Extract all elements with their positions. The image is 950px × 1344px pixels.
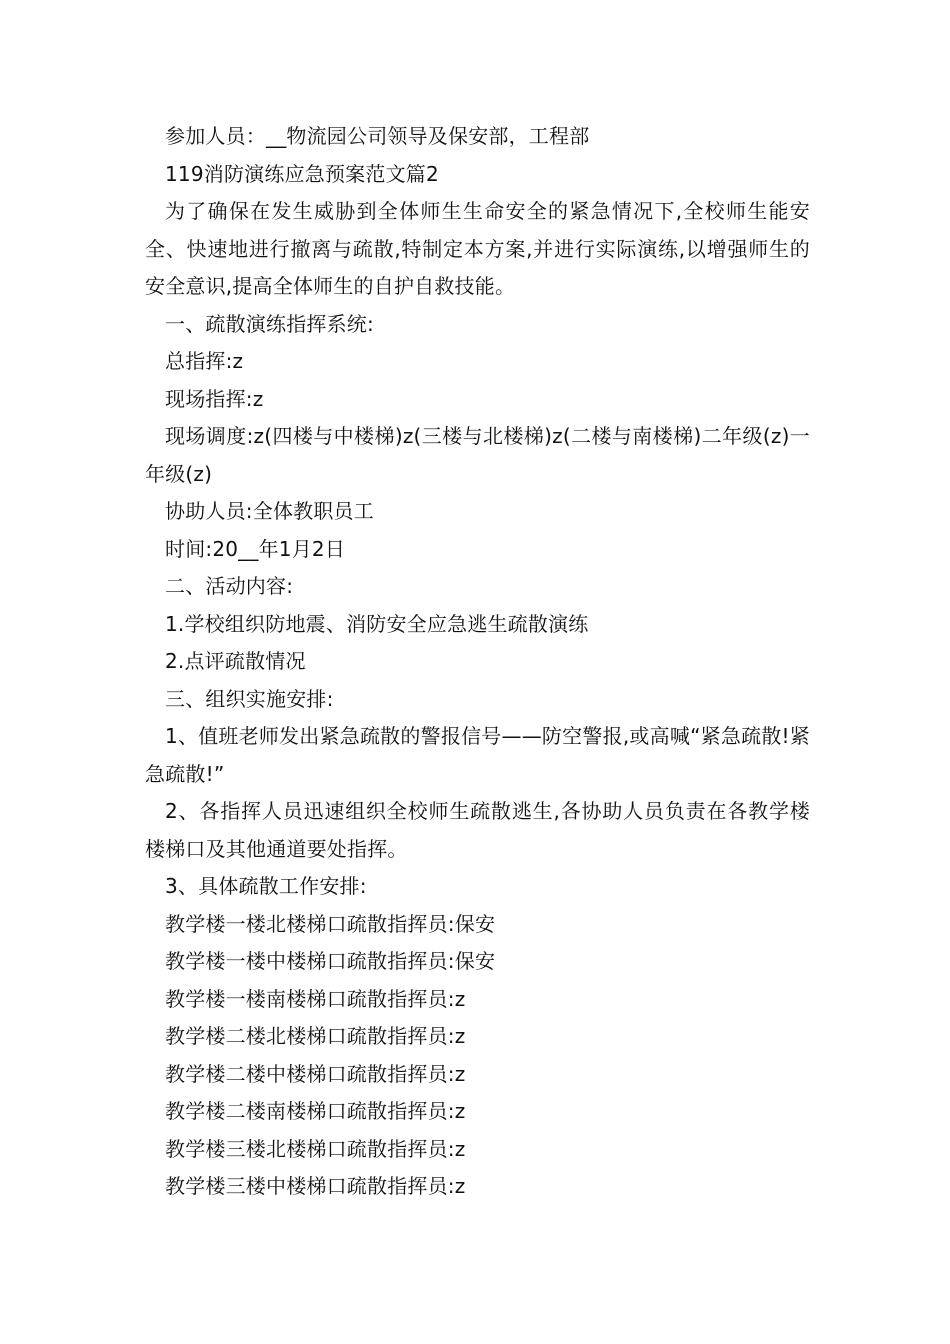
intro-paragraph: 为了确保在发生威胁到全体师生生命安全的紧急情况下,全校师生能安全、快速地进行撤离与疏散,特制定本方案,并进行实际演练,以增强师生的安全意识,提高全体师生的自护自救技能。	[145, 199, 810, 298]
chief-commander: 总指挥:z	[165, 349, 244, 373]
site-commander: 现场指挥:z	[165, 386, 264, 411]
evacuation-assignment: 教学楼二楼中楼梯口疏散指挥员:z	[165, 1061, 466, 1086]
evacuation-assignment: 教学楼三楼中楼梯口疏散指挥员:z	[165, 1174, 466, 1198]
assistants: 协助人员:全体教职员工	[165, 499, 374, 523]
implementation-step-1: 1、值班老师发出紧急疏散的警报信号——防空警报,或高喊“紧急疏散!紧急疏散!”	[145, 724, 810, 786]
activity-item-1: 1.学校组织防地震、消防安全应急逃生疏散演练	[165, 611, 589, 636]
evacuation-assignment: 教学楼三楼北楼梯口疏散指挥员:z	[165, 1136, 466, 1161]
evacuation-assignment: 教学楼二楼南楼梯口疏散指挥员:z	[165, 1099, 466, 1123]
implementation-step-2: 2、各指挥人员迅速组织全校师生疏散逃生,各协助人员负责在各教学楼楼梯口及其他通道要处指挥。	[145, 799, 810, 861]
section-title: 119消防演练应急预案范文篇2	[165, 161, 439, 186]
heading-command-system: 一、疏散演练指挥系统:	[165, 311, 374, 336]
implementation-step-3: 3、具体疏散工作安排:	[165, 874, 367, 898]
evacuation-assignment: 教学楼二楼北楼梯口疏散指挥员:z	[165, 1024, 466, 1048]
evacuation-assignment: 教学楼一楼北楼梯口疏散指挥员:保安	[165, 911, 496, 936]
evacuation-assignment: 教学楼一楼南楼梯口疏散指挥员:z	[165, 986, 466, 1011]
attendees-line: 参加人员：__物流园公司领导及保安部，工程部	[165, 124, 590, 148]
document-body	[145, 118, 810, 1206]
heading-implementation: 三、组织实施安排:	[165, 686, 334, 711]
evacuation-assignment: 教学楼一楼中楼梯口疏散指挥员:保安	[165, 949, 496, 973]
activity-item-2: 2.点评疏散情况	[165, 649, 306, 673]
site-dispatch: 现场调度:z(四楼与中楼梯)z(三楼与北楼梯)z(二楼与南楼梯)二年级(z)一年级(z)	[145, 424, 810, 486]
heading-activity-content: 二、活动内容:	[165, 574, 294, 598]
drill-time: 时间:20__年1月2日	[165, 536, 346, 561]
